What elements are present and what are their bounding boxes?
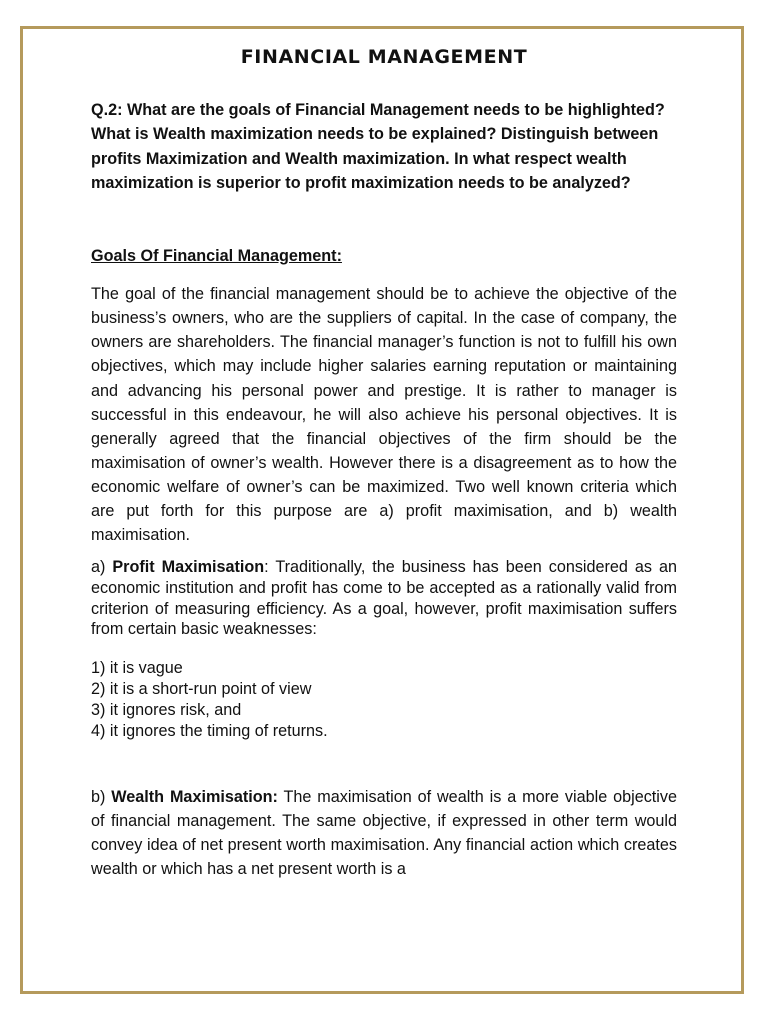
profit-term: Profit Maximisation — [112, 558, 265, 577]
list-item: 4) it ignores the timing of returns. — [91, 722, 328, 741]
section-heading: Goals Of Financial Management: — [91, 247, 342, 266]
profit-text: : Traditionally, the business has been considered as an economic institution and profit has come to be accepted as a rationally valid from criterion of measuring efficiency. As a goal, however, profit maximisation suffers from certain basic weaknesses: — [91, 558, 677, 639]
wealth-text: The maximisation of wealth is a more viable objective of financial management. The same objective, if expressed in other term would convey idea of net present worth maximisation. Any financial action which creates wealth or which has a net present worth is a — [91, 788, 677, 879]
weakness-list — [91, 658, 677, 742]
question-text: Q.2: What are the goals of Financial Management needs to be highlighted? What is Wealth maximization needs to be explained? Distinguish between profits Maximization and Wealth maximization. In what respect wealth maximization is superior to profit maximization needs to be analyzed? — [91, 101, 665, 192]
document-body — [91, 98, 677, 881]
wealth-term: Wealth Maximisation: — [111, 788, 278, 807]
profit-prefix: a) — [91, 558, 113, 577]
wealth-prefix: b) — [91, 788, 112, 807]
page-title: FINANCIAL MANAGEMENT — [240, 46, 528, 68]
list-item: 3) it ignores risk, and — [91, 701, 242, 720]
profit-maximisation-paragraph — [91, 557, 677, 640]
goal-paragraph: The goal of the financial management should be to achieve the objective of the business’s owners, who are the suppliers of capital. In the case of company, the owners are shareholders. The financial manager’s function is not to fulfill his own objectives, which may include higher salaries earning reputation or maintaining and advancing his personal power and prestige. It is rather to manager is successful in this endeavour, he will also achieve his personal objectives. It is generally agreed that the financial objectives of the firm should be the maximisation of owner’s wealth. However there is a disagreement as to how the economic welfare of owner’s can be maximized. Two well known criteria which are put forth for this purpose are a) profit maximisation, and b) wealth maximisation. — [91, 285, 677, 545]
wealth-maximisation-paragraph — [91, 785, 677, 881]
list-item: 1) it is vague — [91, 659, 183, 678]
list-item: 2) it is a short-run point of view — [91, 680, 312, 699]
